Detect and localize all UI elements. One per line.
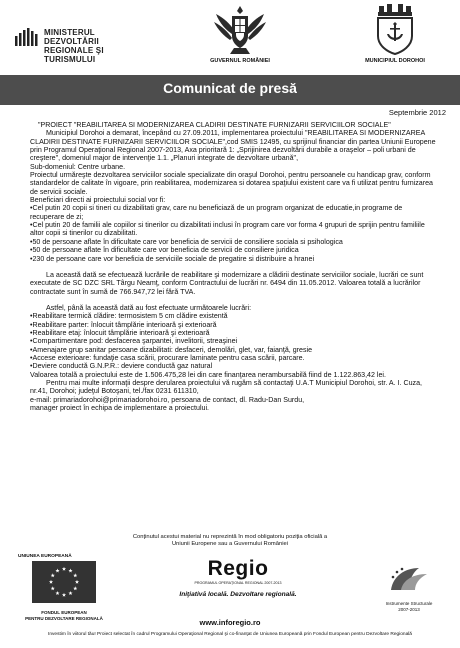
ministry-logo [14,22,144,64]
disclaimer-line1: Conţinutul acestui material nu reprezintă în mod obligatoriu poziţia oficială a [132,534,328,540]
beneficiary-item: •50 de persoane aflate în dificultate care vor beneficia de servicii de consiliere juridica [30,246,299,255]
beneficiary-item: •50 de persoane aflate în dificultate care vor beneficia de servicii de consiliere sociala si psihologica [30,237,343,246]
ministry-name-line1: MINISTERUL DEZVOLTĂRII [44,28,99,46]
eu-caption-line1: FONDUL EUROPEAN [41,610,87,615]
website-link[interactable]: www.inforegio.ro [199,618,261,627]
regio-subtitle: PROGRAMUL OPERAŢIONAL REGIONAL 2007-2013 [194,581,282,585]
instruments-caption-line1: Instrumente Structurale [385,601,433,606]
eu-flag-icon [32,561,96,603]
footnote: Investim în viitorul tău! Proiect selectat în cadrul Programului Operaţional Regional şi co-finanţat de Uniunea Europeană prin Fondul European pentru Dezvoltare Regională [48,632,412,637]
intro-paragraph: Municipiul Dorohoi a demarat, începând cu 27.09.2011, implementarea proiectului "REABILITAREA SI MODERNIZAREA CLADIRII DESTINATE FURNIZARII SERVICIILOR SOCIALE",cod SMIS 12495, cu sprijinul financiar din partea Uniunii Europene prin Programul Operaţional Regional 2007-2013, Axa prioritară 1: „Sprijinirea dezvoltării durabile a oraşelor – poli urbani de creştere", domeniul major de intervenţie 1.1. „Planuri integrate de dezvoltare urbană", [30,129,436,163]
subdomain-line: Sub-domeniul: Centre urbane. [30,162,126,171]
municipality-logo [350,4,440,68]
disclaimer-line2: Uniunii Europene sau a Guvernului României [171,541,288,547]
regio-wordmark: Regio [207,557,269,580]
instruments-caption-line2: 2007-2013 [398,606,420,612]
project-title: "PROIECT "REABILITAREA SI MODERNIZAREA CLADIRII DESTINATE FURNIZARII SERVICIILOR SOCIALE" [38,121,391,129]
contract-paragraph: La această dată se efectuează lucrările de reabilitare şi modernizare a clădirii destinate serviciilor sociale, lucrări ce sunt executate de SC DZC SRL Târgu Neamţ, conform Contractului de lucrări nr. 6494 din 11.05.2012. Valoarea totală a lucrărilor contractate sunt în sumă de 766.947,72 lei fără TVA. [30,270,424,296]
eu-logo [18,554,110,621]
works-item: •Accese exterioare: fundaţie casa scării, procurare laminate pentru casa scării, parcare. [30,353,305,362]
email-line: e-mail: primariadorohoi@primariadorohoi.ro, persoana de contact, dl. Radu-Dan Surdu, [30,395,305,404]
works-item: •Amenajare grup sanitar persoane dizabilitati: desfaceri, demolări, glet, var, faianţă, gresie [30,345,313,354]
contact-paragraph: Pentru mai multe informaţii despre derularea proiectului vă rugăm să contactaţi U.A.T Municipiul Dorohoi, str. A. I. Cuza, nr.41, Dorohoi; judeţul Botoşani, tel./fax 0231 611310, [30,378,423,396]
regio-slogan: Iniţiativă locală. Dezvoltare regională. [179,591,297,598]
municipality-caption: MUNICIPIUL DOROHOI [365,58,425,64]
structural-instruments-logo [376,564,442,612]
eu-caption-line2: PENTRU DEZVOLTARE REGIONALĂ [25,615,103,621]
beneficiary-item: •Cel putin 20 copii si tineri cu dizabilitati grav, care nu beneficiază de un program organizat de educatie,in programe de recuperare de zi; [30,204,403,221]
beneficiaries-heading: Beneficiari directi ai proiectului social vor fi: [30,196,166,205]
works-item: •Reabilitare termică clădire: termosistem 5 cm clădire existentă [30,312,228,321]
works-item: •Reabilitare parter: înlocuit tâmplărie interioară şi exterioară [30,320,217,329]
works-item: •Deviere conductă G.N.P.R.: deviere conductă gaz natural [30,362,213,371]
municipality-crest-icon [373,4,417,56]
ministry-name-line2: REGIONALE ŞI TURISMULUI [44,46,104,64]
goal-paragraph: Proiectul urmăreşte dezvoltarea serviciilor sociale specializate din oraşul Dorohoi, pentru persoanele cu handicap grav, conform standardelor de calitate în vigoare, prin reabilitarea, modernizarea si dotarea spaţiului existent care va fi utilizat pentru furnizarea de servicii sociale. [30,171,433,196]
coat-of-arms-eagle-icon [212,4,268,56]
government-logo [196,4,284,68]
eu-caption-top: UNIUNEA EUROPEANĂ [18,554,72,559]
works-heading: Astfel, până la această dată au fost efectuate următoarele lucrări: [46,303,252,312]
ministry-emblem-icon [14,26,40,48]
beneficiary-item: •230 de persoane care vor beneficia de serviciile sociale de pregatire si distribuire a hranei [30,254,315,263]
manager-line: manager proiect în echipa de implementare a proiectului. [30,404,210,412]
press-release-title: Comunicat de presă [163,80,297,96]
release-date: Septembrie 2012 [388,108,446,117]
works-item: •Reabilitare etaj: înlocuit tâmplărie interioară şi exterioară [30,328,210,337]
regio-logo [178,558,298,598]
press-release-body [30,121,438,412]
disclaimer [30,534,430,548]
total-value-line: Valoarea totală a proiectului este de 1.506.475,28 lei din care finanţarea nerambursabilă fiind de 1.122.863,42 lei. [30,370,386,379]
government-caption: GUVERNUL ROMÂNIEI [210,58,270,64]
structural-instruments-icon [387,564,431,594]
beneficiary-item: •Cel putin 20 de familii ale copiilor si tinerilor cu dizabilitati inclusi în program care vor forma 4 grupuri de sprijin pentru familiile altor copii si tinerilor cu dizabilitati. [30,221,425,238]
works-item: •Compartimentare pod: desfacerea şarpantei, invelitorii, streaşinei [30,337,238,346]
